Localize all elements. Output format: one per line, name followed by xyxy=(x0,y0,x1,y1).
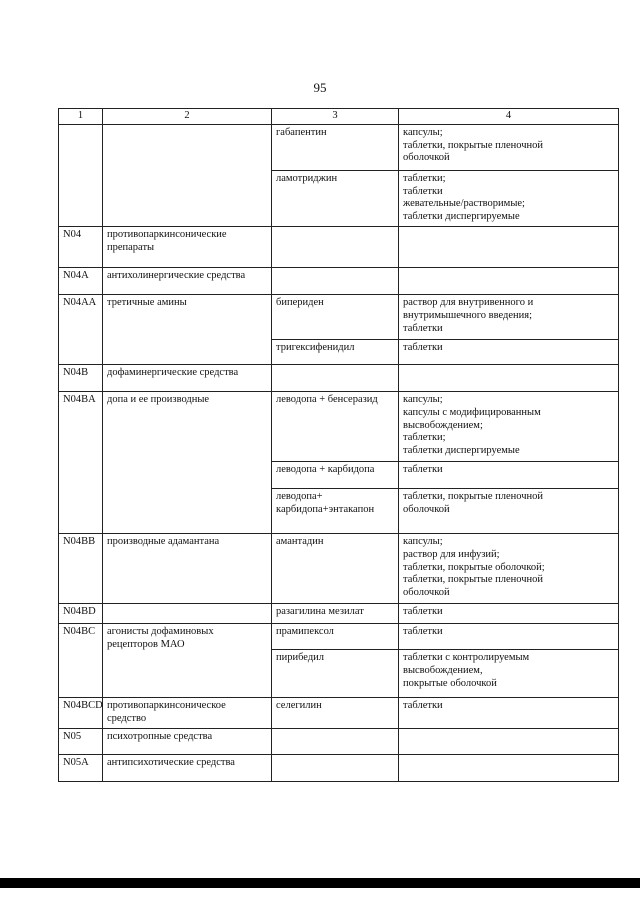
dosage-forms xyxy=(399,728,619,754)
page-number: 95 xyxy=(313,80,327,95)
group-name: производные адамантана xyxy=(103,533,272,603)
group-name: антипсихотические средства xyxy=(103,754,272,781)
atc-code: N04B xyxy=(59,364,103,391)
dosage-forms: таблетки xyxy=(399,697,619,728)
drug-name: тригексифенидил xyxy=(272,339,399,364)
atc-code: N04BCD xyxy=(59,697,103,728)
drug-name: леводопа + карбидопа xyxy=(272,461,399,488)
drug-name: бипериден xyxy=(272,294,399,339)
drug-name: пирибедил xyxy=(272,649,399,697)
atc-code: N04BC xyxy=(59,623,103,697)
group-name: агонисты дофаминовых рецепторов МАО xyxy=(103,623,272,697)
table-row xyxy=(59,697,619,728)
atc-code: N04BA xyxy=(59,391,103,533)
dosage-forms xyxy=(399,364,619,391)
group-name: третичные амины xyxy=(103,294,272,364)
group-name xyxy=(103,124,272,226)
dosage-forms: раствор для внутривенного и внутримышечного введения; таблетки xyxy=(399,294,619,339)
header-col-3: 3 xyxy=(272,109,399,125)
table-row xyxy=(59,226,619,267)
dosage-forms: капсулы; капсулы с модифицированным высвобождением; таблетки; таблетки диспергируемые xyxy=(399,391,619,461)
dosage-forms: таблетки с контролируемым высвобождением, покрытые оболочкой xyxy=(399,649,619,697)
group-name: противопаркинсонические препараты xyxy=(103,226,272,267)
group-name: допа и ее производные xyxy=(103,391,272,533)
table-row xyxy=(59,124,619,170)
table-row xyxy=(59,754,619,781)
drug-name: леводопа + бенсеразид xyxy=(272,391,399,461)
dosage-forms xyxy=(399,754,619,781)
group-name: противопаркинсоническое средство xyxy=(103,697,272,728)
table-row xyxy=(59,364,619,391)
dosage-forms: таблетки xyxy=(399,623,619,649)
dosage-forms: таблетки xyxy=(399,603,619,623)
header-col-1: 1 xyxy=(59,109,103,125)
table-row xyxy=(59,391,619,461)
drug-name: амантадин xyxy=(272,533,399,603)
atc-code: N04 xyxy=(59,226,103,267)
drug-name xyxy=(272,728,399,754)
drug-name: ламотриджин xyxy=(272,170,399,226)
group-name xyxy=(103,603,272,623)
dosage-forms xyxy=(399,267,619,294)
table-row xyxy=(59,603,619,623)
drug-table xyxy=(58,108,619,782)
group-name: дофаминергические средства xyxy=(103,364,272,391)
dosage-forms: капсулы; таблетки, покрытые пленочной оболочкой xyxy=(399,124,619,170)
table-row xyxy=(59,728,619,754)
header-col-2: 2 xyxy=(103,109,272,125)
atc-code: N04A xyxy=(59,267,103,294)
dosage-forms: капсулы; раствор для инфузий; таблетки, покрытые оболочкой; таблетки, покрытые пленочной оболочкой xyxy=(399,533,619,603)
atc-code: N05A xyxy=(59,754,103,781)
group-name: антихолинергические средства xyxy=(103,267,272,294)
drug-name xyxy=(272,364,399,391)
dosage-forms xyxy=(399,226,619,267)
drug-name xyxy=(272,754,399,781)
table-row xyxy=(59,533,619,603)
atc-code xyxy=(59,124,103,226)
drug-name: габапентин xyxy=(272,124,399,170)
dosage-forms: таблетки xyxy=(399,339,619,364)
dosage-forms: таблетки; таблетки жевательные/растворимые; таблетки диспергируемые xyxy=(399,170,619,226)
drug-name: прамипексол xyxy=(272,623,399,649)
header-row xyxy=(59,109,619,125)
atc-code: N05 xyxy=(59,728,103,754)
table-row xyxy=(59,294,619,339)
drug-name xyxy=(272,267,399,294)
dosage-forms: таблетки xyxy=(399,461,619,488)
drug-name: селегилин xyxy=(272,697,399,728)
table-row xyxy=(59,623,619,649)
scan-edge-bar xyxy=(0,878,640,888)
drug-name xyxy=(272,226,399,267)
header-col-4: 4 xyxy=(399,109,619,125)
dosage-forms: таблетки, покрытые пленочной оболочкой xyxy=(399,488,619,533)
group-name: психотропные средства xyxy=(103,728,272,754)
drug-name: разагилина мезилат xyxy=(272,603,399,623)
table-row xyxy=(59,267,619,294)
atc-code: N04BD xyxy=(59,603,103,623)
atc-code: N04BB xyxy=(59,533,103,603)
drug-name: леводопа+ карбидопа+энтакапон xyxy=(272,488,399,533)
atc-code: N04AA xyxy=(59,294,103,364)
